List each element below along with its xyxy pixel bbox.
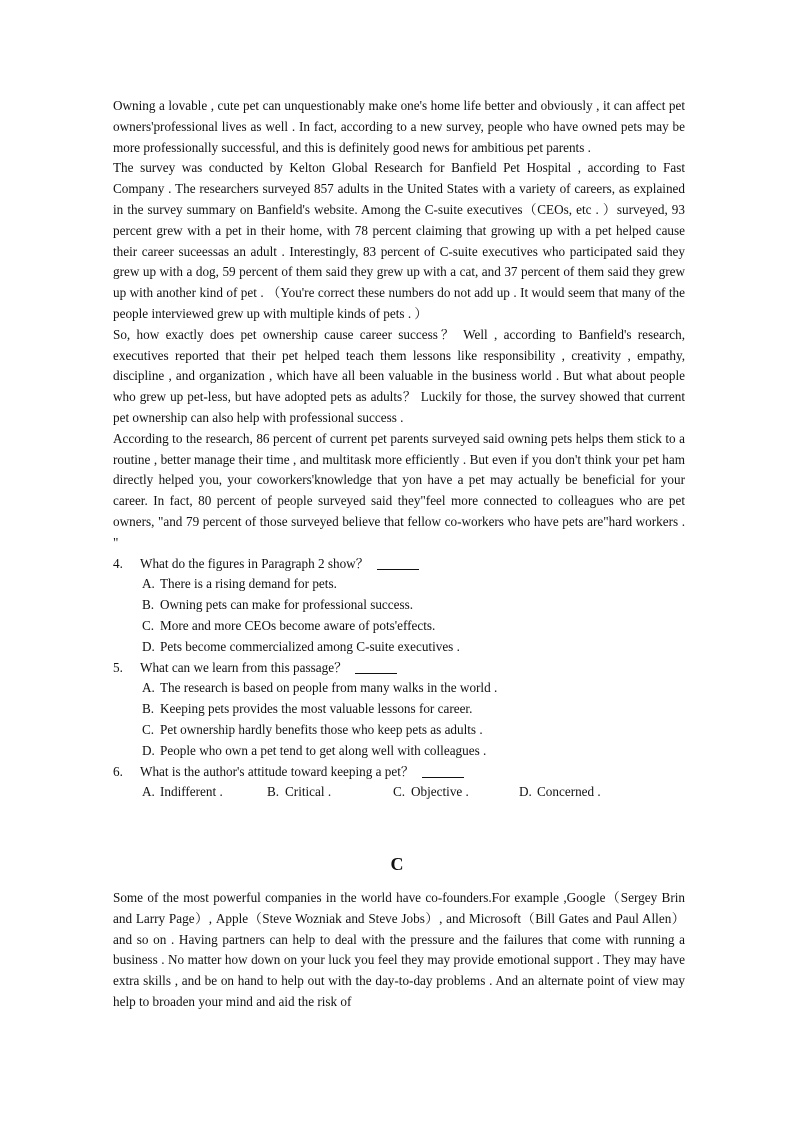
question-5-option-b [113, 699, 685, 720]
question-6-stem: What is the author's attitude toward keeping a pet？ [140, 763, 415, 779]
passage-b-paragraph-3: So, how exactly does pet ownership cause career success？ Well , according to Banfield's research, executives reported that their pet helped teach them lessons like responsibility , creativity , empathy, discipline , and organization , which have all been valuable in the business world . But what about people who grew up pet-less, but have adopted pets as adults？ Luckily for those, the survey showed that current pet ownership can also help with professional success . [113, 326, 685, 425]
option-text: Keeping pets provides the most valuable lessons for career. [160, 701, 473, 717]
option-text: More and more CEOs become aware of pots'effects. [160, 617, 436, 633]
option-letter: A. [142, 680, 155, 696]
option-text: Pets become commercialized among C-suite executives . [160, 638, 460, 654]
question-6-option-b [267, 782, 331, 803]
option-letter: B. [142, 597, 155, 613]
question-6-option-d [519, 782, 601, 803]
question-6 [113, 762, 685, 783]
passage-c [113, 888, 685, 1013]
option-letter: B. [267, 784, 280, 800]
question-4-option-a [113, 574, 685, 595]
option-text: People who own a pet tend to get along well with colleagues . [160, 742, 487, 758]
option-text: Concerned . [537, 784, 601, 800]
question-5 [113, 658, 685, 679]
question-4-option-c [113, 616, 685, 637]
question-6-options [113, 782, 685, 803]
question-6-answer-blank[interactable] [422, 763, 464, 778]
question-4-option-d [113, 637, 685, 658]
passage-b-paragraph-2: The survey was conducted by Kelton Global Research for Banfield Pet Hospital , according to Fast Company . The researchers surveyed 857 adults in the United States with a variety of careers, as explained in the survey summary on Banfield's website. Among the C-suite executives（CEOs, etc . ）surveyed, 93 percent grew with a pet in their home, with 78 percent claiming that growing up with a pet helped cause their career suceessas an adult . Interestingly, 83 percent of C-suite executives who participated said they grew up with a dog, 59 percent of them said they grew up with a cat, and 37 percent of them said they grew up with another kind of pet . （You're correct these numbers do not add up . It would seem that many of the people interviewed grew up with multiple kinds of pets . ） [113, 160, 685, 321]
option-letter: D. [142, 638, 155, 654]
question-5-stem: What can we learn from this passage？ [140, 659, 348, 675]
option-text: There is a rising demand for pets. [160, 576, 337, 592]
option-letter: C. [142, 617, 155, 633]
question-5-option-a [113, 678, 685, 699]
option-letter: D. [519, 784, 532, 800]
option-letter: C. [393, 784, 406, 800]
question-4-number: 4. [113, 555, 123, 571]
option-text: Owning pets can make for professional success. [160, 597, 414, 613]
section-c-heading: C [390, 854, 404, 874]
question-6-option-a [142, 782, 223, 803]
option-letter: B. [142, 701, 155, 717]
question-4-option-b [113, 595, 685, 616]
question-5-option-d [113, 741, 685, 762]
option-letter: C. [142, 721, 155, 737]
question-6-option-c [393, 782, 469, 803]
question-6-number: 6. [113, 763, 123, 779]
passage-b-paragraph-4: According to the research, 86 percent of current pet parents surveyed said owning pets helps them stick to a routine , better manage their time , and multitask more efficiently . But even if you don't think your pet ham directly helped you, your coworkers'knowledge that yon have a pet may actually be beneficial for your career. In fact, 80 percent of people surveyed said they"feel more connected to colleagues who are pet owners, "and 79 percent of those surveyed believe that fellow co-workers who have pets are"hard workers . " [113, 430, 685, 550]
question-5-number: 5. [113, 659, 123, 675]
option-letter: A. [142, 784, 155, 800]
question-4-stem: What do the figures in Paragraph 2 show？ [140, 555, 369, 571]
option-text: Critical . [285, 784, 332, 800]
passage-c-paragraph-1: Some of the most powerful companies in the world have co-founders.For example ,Google（Sergey Brin and Larry Page）, Apple（Steve Wozniak and Steve Jobs）, and Microsoft（Bill Gates and Paul Allen）and so on . Having partners can help to deal with the pressure and the failures that come with running a business . No matter how down on your luck you feel they may provide emotional support . They may have extra skills , and be on hand to help out with the day-to-day problems . And an alternate point of view may help to broaden your mind and aid the risk of [113, 890, 685, 1009]
passage-b-paragraph-1: Owning a lovable , cute pet can unquestionably make one's home life better and obviously , it can affect pet owners'professional lives as well . In fact, according to a new survey, people who have owned pets may be more professionally successful, and this is definitely good news for ambitious pet parents . [113, 98, 685, 155]
option-text: The research is based on people from many walks in the world . [160, 680, 498, 696]
question-5-answer-blank[interactable] [355, 659, 397, 674]
option-text: Indifferent . [160, 784, 223, 800]
question-4 [113, 554, 685, 575]
option-letter: D. [142, 742, 155, 758]
option-text: Pet ownership hardly benefits those who keep pets as adults . [160, 721, 483, 737]
option-letter: A. [142, 576, 155, 592]
option-text: Objective . [411, 784, 469, 800]
passage-b [113, 96, 685, 803]
question-5-option-c [113, 720, 685, 741]
question-4-answer-blank[interactable] [377, 555, 419, 570]
